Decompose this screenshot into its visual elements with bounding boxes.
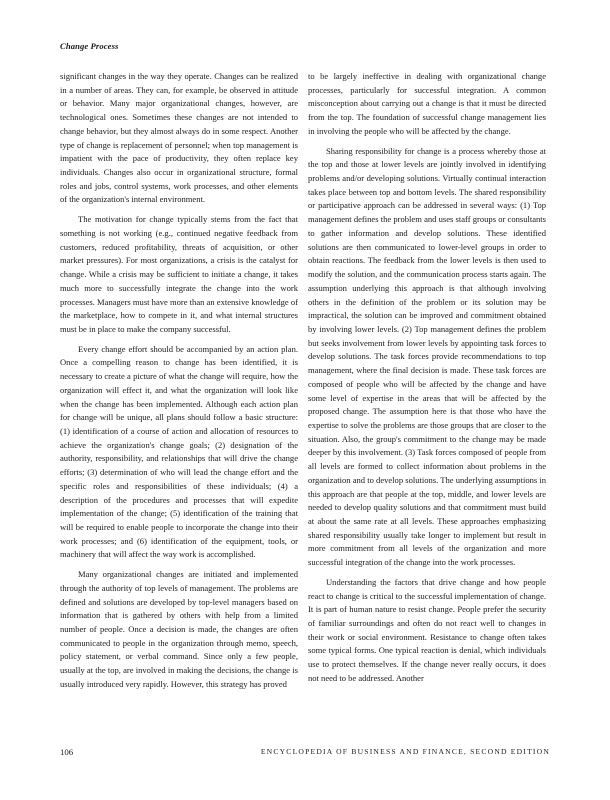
page-number: 106 bbox=[60, 747, 74, 757]
right-column bbox=[308, 70, 546, 686]
paragraph: Every change effort should be accompanied by an action plan. Once a compelling reason to change has been identified, it is necessary to create a picture of what the change will require, how the organization will effect it, and what the organization will look like when the change has been implemented. Although each action plan for change will be unique, all plans should follow a basic structure: (1) identification of a course of action and allocation of resources to achieve the organization's change goals; (2) designation of the authority, responsibility, and relationships that will drive the change efforts; (3) determination of who will lead the change effort and the specific roles and responsibilities of these individuals; (4) a description of the procedures and processes that will expedite implementation of the change; (5) identification of the training that will be required to enable people to incorporate the change into their work processes; and (6) identification of the equipment, tools, or machinery that will affect the way work is accomplished. bbox=[60, 343, 298, 560]
paragraph: Understanding the factors that drive change and how people react to change is critical to the successful implementation of change. It is part of human nature to resist change. People prefer the security of familiar surroundings and often do not react well to changes in their work or social environment. Resistance to change often takes some typical forms. One typical reaction is denial, which individuals use to protect themselves. If the change never really occurs, it does not need to be addressed. Another bbox=[308, 576, 546, 683]
paragraph: The motivation for change typically stems from the fact that something is not working (e.g., continued negative feedback from customers, reduced profitability, threats of acquisition, or other market pressures). For most organizations, a crisis is the catalyst for change. While a crisis may be sufficient to initiate a change, it takes much more to successfully integrate the change into the work processes. Managers must have more than an extensive knowledge of the marketplace, how to compete in it, and what internal structures must be in place to make the company successful. bbox=[60, 214, 298, 334]
paragraph: to be largely ineffective in dealing with organizational change processes, particularly for successful integration. A common misconception about carrying out a change is that it must be directed from the top. The foundation of successful change management lies in involving the people who will be affected by the change. bbox=[308, 71, 546, 136]
paragraph: Sharing responsibility for change is a process whereby those at the top and those at lower levels are jointly involved in identifying problems and/or developing solutions. Virtually continual interaction takes place between top and bottom levels. The shared responsibility or participative approach can be addressed in several ways: (1) Top management defines the problem and uses staff groups or consultants to gather information and develop solutions. These identified solutions are then communicated to lower-level groups in order to obtain reactions. The feedback from the lower levels is then used to modify the solution, and the communication process starts again. The assumption underlying this approach is that although involving others in the definition of the problem or its solution may be impractical, the solution can be improved and commitment obtained by involving lower levels. (2) Top management defines the problem but seeks involvement from lower levels by appointing task forces to develop solutions. The task forces provide recommendations to top management, where the final decision is made. These task forces are composed of people who will be affected by the change and have some level of expertise in the areas that will be affected by the proposed change. The assumption here is that those who have the expertise to solve the problems are those groups that are closer to the situation. Also, the group's commitment to the change may be made deeper by this involvement. (3) Task forces composed of people from all levels are formed to collect information about problems in the organization and to develop solutions. The underlying assumptions in this approach are that people at the top, middle, and lower levels are needed to develop quality solutions and that commitment must build at about the same rate at all levels. These approaches emphasizing shared responsibility usually take longer to implement but result in more commitment from all levels of the organization and more successful integration of the change into the work processes. bbox=[308, 145, 546, 568]
left-column bbox=[60, 70, 298, 692]
running-head: Change Process bbox=[60, 41, 119, 51]
paragraph: Many organizational changes are initiated and implemented through the authority of top levels of management. The problems are defined and solutions are developed by top-level managers based on information that is gathered by others with help from a limited number of people. Once a decision is made, the changes are often communicated to people in the organization through memo, speech, policy statement, or verbal command. Since only a few people, usually at the top, are involved in making the decisions, the change is usually introduced very rapidly. However, this strategy has proved bbox=[60, 569, 298, 689]
paragraph: significant changes in the way they operate. Changes can be realized in a number of areas. They can, for example, be observed in attitude or behavior. Many major organizational changes, however, are technological ones. Sometimes these changes are not intended to change behavior, but they almost always do in some respect. Another type of change is replacement of personnel; when top management is impatient with the pace of productivity, they often replace key individuals. Changes also occur in organizational structure, formal roles and jobs, control systems, work processes, and other elements of the organization's internal environment. bbox=[60, 71, 298, 205]
publication-title: ENCYCLOPEDIA OF BUSINESS AND FINANCE, SECOND EDITION bbox=[260, 747, 550, 756]
